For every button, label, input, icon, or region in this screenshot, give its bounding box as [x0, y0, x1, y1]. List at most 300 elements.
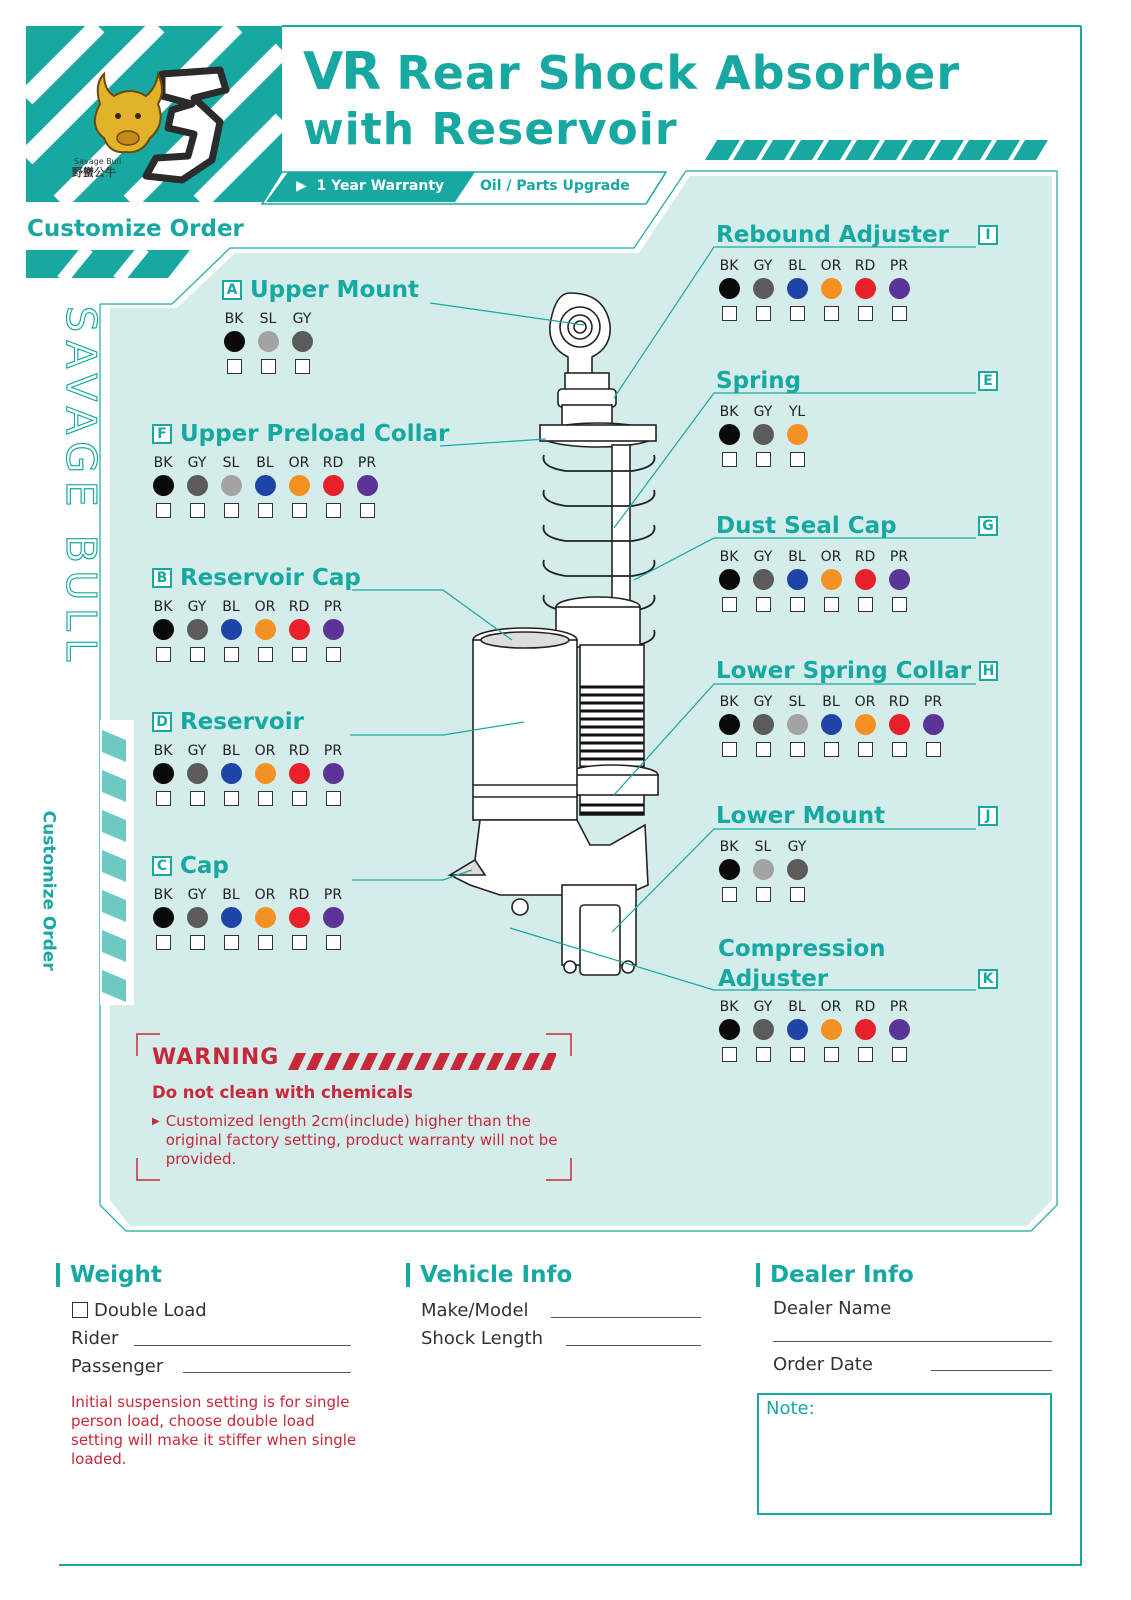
color-checkbox[interactable]	[227, 359, 242, 374]
color-dot	[787, 859, 808, 880]
color-code: YL	[788, 404, 806, 420]
color-code: BK	[153, 743, 173, 759]
bullet-icon: ▶	[152, 1116, 160, 1127]
color-checkbox[interactable]	[858, 306, 873, 321]
color-checkbox[interactable]	[756, 742, 771, 757]
color-code: BL	[256, 455, 274, 471]
color-dot	[855, 278, 876, 299]
color-checkbox[interactable]	[790, 597, 805, 612]
color-code: BL	[822, 694, 840, 710]
rider-label: Rider	[71, 1328, 119, 1349]
part-lower-mount	[716, 802, 998, 855]
color-swatch-gy	[780, 838, 814, 902]
color-checkbox[interactable]	[156, 935, 171, 950]
color-dot	[323, 475, 344, 496]
color-swatch-gy	[180, 742, 214, 806]
color-dot	[187, 907, 208, 928]
part-compression-adjuster	[718, 934, 998, 1015]
color-checkbox[interactable]	[858, 742, 873, 757]
color-code: BK	[153, 599, 173, 615]
color-swatch-bl	[214, 742, 248, 806]
color-swatch-or	[814, 257, 848, 321]
warning-body: Customized length 2cm(include) higher than the original factory setting, product warranty will not be provided.	[165, 1112, 558, 1168]
color-checkbox[interactable]	[190, 647, 205, 662]
part-header	[718, 964, 998, 994]
part-letter: A	[222, 280, 242, 300]
color-dot	[258, 331, 279, 352]
double-load-label: Double Load	[94, 1300, 207, 1321]
color-swatch-bk	[217, 310, 251, 374]
color-code: PR	[889, 549, 909, 565]
logo-caption-cn: 野蠻公牛	[72, 166, 116, 179]
color-swatch-or	[248, 598, 282, 662]
color-code: OR	[254, 743, 276, 759]
color-checkbox[interactable]	[756, 452, 771, 467]
part-cap	[152, 852, 343, 903]
color-code: BL	[222, 743, 240, 759]
color-swatch-bk	[712, 257, 746, 321]
color-swatch-rd	[316, 454, 350, 518]
part-spring	[716, 367, 998, 420]
color-code: PR	[923, 694, 943, 710]
passenger-label: Passenger	[71, 1356, 164, 1377]
color-options	[146, 742, 350, 806]
color-code: RD	[888, 694, 910, 710]
color-code: SL	[788, 694, 806, 710]
color-dot	[821, 569, 842, 590]
color-swatch-gy	[746, 998, 780, 1062]
color-dot	[323, 619, 344, 640]
part-letter: J	[978, 806, 998, 826]
color-code: PR	[889, 258, 909, 274]
color-dot	[323, 907, 344, 928]
color-code: PR	[357, 455, 377, 471]
color-checkbox[interactable]	[824, 1047, 839, 1062]
color-checkbox[interactable]	[892, 306, 907, 321]
color-code: OR	[820, 258, 842, 274]
color-dot	[187, 475, 208, 496]
color-checkbox[interactable]	[790, 887, 805, 902]
part-reservoir	[152, 708, 343, 759]
part-name: Spring	[716, 368, 802, 394]
double-load-checkbox[interactable]	[72, 1302, 88, 1318]
part-header	[716, 221, 998, 249]
color-code: OR	[820, 999, 842, 1015]
dealer-name-field[interactable]	[773, 1341, 1052, 1342]
color-options	[712, 548, 916, 612]
color-swatch-or	[848, 693, 882, 757]
title-line2: with Reservoir	[303, 104, 678, 155]
part-header	[716, 657, 998, 685]
part-header	[152, 420, 449, 448]
color-checkbox[interactable]	[858, 1047, 873, 1062]
part-letter: F	[152, 424, 172, 444]
note-label: Note:	[766, 1398, 815, 1419]
color-dot	[187, 619, 208, 640]
color-code: RD	[288, 599, 310, 615]
color-swatch-bl	[214, 598, 248, 662]
part-name: Reservoir Cap	[180, 565, 361, 591]
part-name: Rebound Adjuster	[716, 222, 949, 248]
customize-order-title: Customize Order	[27, 216, 244, 242]
color-swatch-gy	[746, 403, 780, 467]
color-checkbox[interactable]	[824, 306, 839, 321]
part-name: Upper Mount	[250, 277, 419, 303]
color-swatch-pr	[316, 742, 350, 806]
part-letter: I	[978, 225, 998, 245]
color-code: RD	[288, 887, 310, 903]
color-dot	[753, 424, 774, 445]
color-code: OR	[288, 455, 310, 471]
color-dot	[889, 1019, 910, 1040]
part-dust-seal-cap	[716, 512, 998, 565]
color-swatch-bl	[814, 693, 848, 757]
color-code: GY	[753, 258, 773, 274]
color-checkbox[interactable]	[858, 597, 873, 612]
color-code: GY	[753, 404, 773, 420]
color-dot	[289, 475, 310, 496]
color-code: OR	[820, 549, 842, 565]
color-checkbox[interactable]	[722, 887, 737, 902]
part-name: Reservoir	[180, 709, 304, 735]
color-options	[146, 598, 350, 662]
color-swatch-or	[814, 548, 848, 612]
color-checkbox[interactable]	[722, 742, 737, 757]
color-checkbox[interactable]	[190, 503, 205, 518]
color-checkbox[interactable]	[190, 935, 205, 950]
color-code: RD	[322, 455, 344, 471]
color-swatch-sl	[251, 310, 285, 374]
part-header	[222, 276, 419, 304]
color-dot	[787, 1019, 808, 1040]
color-swatch-gy	[285, 310, 319, 374]
color-swatch-pr	[350, 454, 384, 518]
color-checkbox[interactable]	[261, 359, 276, 374]
dealer-section-title	[756, 1262, 914, 1288]
color-dot	[289, 763, 310, 784]
color-dot	[719, 424, 740, 445]
color-checkbox[interactable]	[790, 306, 805, 321]
color-swatch-rd	[848, 998, 882, 1062]
color-dot	[255, 475, 276, 496]
make-model-field[interactable]	[551, 1317, 701, 1318]
color-checkbox[interactable]	[790, 1047, 805, 1062]
dealer-title: Dealer Info	[770, 1262, 914, 1288]
color-code: BL	[788, 258, 806, 274]
order-date-label: Order Date	[773, 1354, 873, 1375]
logo-caption: Savage Bull	[74, 157, 122, 166]
color-code: OR	[854, 694, 876, 710]
color-dot	[787, 424, 808, 445]
color-options	[712, 998, 916, 1062]
warranty-label: 1 Year Warranty	[316, 178, 445, 194]
warranty-tag: ▶ 1 Year Warranty	[296, 178, 445, 194]
color-dot	[153, 907, 174, 928]
color-dot	[753, 278, 774, 299]
color-swatch-sl	[780, 693, 814, 757]
color-swatch-bk	[712, 548, 746, 612]
color-code: GY	[787, 839, 807, 855]
color-code: BL	[222, 599, 240, 615]
color-code: RD	[854, 258, 876, 274]
part-name-line2: Adjuster	[718, 966, 829, 992]
color-dot	[855, 1019, 876, 1040]
title-line1: Rear Shock Absorber	[396, 46, 961, 100]
color-swatch-rd	[282, 742, 316, 806]
color-checkbox[interactable]	[722, 452, 737, 467]
part-letter: H	[979, 661, 998, 681]
color-code: BL	[222, 887, 240, 903]
color-code: PR	[323, 599, 343, 615]
color-swatch-or	[814, 998, 848, 1062]
color-dot	[153, 619, 174, 640]
color-checkbox[interactable]	[295, 359, 310, 374]
part-name: Upper Preload Collar	[180, 421, 450, 447]
color-swatch-sl	[214, 454, 248, 518]
color-dot	[855, 714, 876, 735]
color-dot	[224, 331, 245, 352]
part-header	[716, 367, 998, 395]
color-dot	[787, 569, 808, 590]
color-checkbox[interactable]	[326, 935, 341, 950]
color-checkbox[interactable]	[756, 887, 771, 902]
color-swatch-pr	[916, 693, 950, 757]
color-dot	[753, 859, 774, 880]
color-checkbox[interactable]	[292, 791, 307, 806]
color-options	[146, 886, 350, 950]
section-bar	[56, 1263, 60, 1287]
vehicle-section-title	[406, 1262, 572, 1288]
part-reservoir-cap	[152, 564, 361, 615]
color-options	[146, 454, 384, 518]
color-dot	[753, 569, 774, 590]
color-dot	[719, 859, 740, 880]
color-code: BK	[719, 258, 739, 274]
color-dot	[753, 714, 774, 735]
color-dot	[357, 475, 378, 496]
color-dot	[719, 278, 740, 299]
part-letter: B	[152, 568, 172, 588]
color-checkbox[interactable]	[756, 306, 771, 321]
color-dot	[292, 331, 313, 352]
color-checkbox[interactable]	[292, 647, 307, 662]
color-dot	[187, 763, 208, 784]
color-code: SL	[222, 455, 240, 471]
color-code: RD	[854, 999, 876, 1015]
part-name-line1: Compression	[718, 936, 886, 962]
color-checkbox[interactable]	[224, 647, 239, 662]
color-dot	[889, 569, 910, 590]
color-code: GY	[753, 999, 773, 1015]
color-dot	[787, 278, 808, 299]
color-code: BL	[788, 999, 806, 1015]
color-checkbox[interactable]	[790, 742, 805, 757]
part-header	[152, 852, 229, 880]
color-checkbox[interactable]	[258, 647, 273, 662]
color-checkbox[interactable]	[224, 503, 239, 518]
color-checkbox[interactable]	[722, 306, 737, 321]
weight-note: Initial suspension setting is for single person load, choose double load setting will make it stiffer when single loaded.	[71, 1393, 357, 1468]
color-dot	[289, 619, 310, 640]
color-checkbox[interactable]	[258, 503, 273, 518]
color-swatch-bk	[712, 998, 746, 1062]
color-checkbox[interactable]	[156, 503, 171, 518]
color-dot	[289, 907, 310, 928]
part-letter: K	[978, 969, 998, 989]
color-swatch-pr	[882, 998, 916, 1062]
part-letter: C	[152, 856, 172, 876]
color-dot	[221, 619, 242, 640]
color-swatch-pr	[882, 548, 916, 612]
color-checkbox[interactable]	[292, 503, 307, 518]
color-dot	[719, 1019, 740, 1040]
color-checkbox[interactable]	[892, 597, 907, 612]
color-checkbox[interactable]	[156, 791, 171, 806]
color-checkbox[interactable]	[258, 935, 273, 950]
passenger-field[interactable]	[183, 1372, 351, 1373]
color-dot	[323, 763, 344, 784]
color-code: RD	[854, 549, 876, 565]
color-checkbox[interactable]	[926, 742, 941, 757]
color-dot	[821, 1019, 842, 1040]
color-checkbox[interactable]	[892, 1047, 907, 1062]
weight-section-title	[56, 1262, 162, 1288]
color-dot	[889, 714, 910, 735]
part-header	[716, 512, 998, 540]
color-options	[712, 257, 916, 321]
color-dot	[889, 278, 910, 299]
color-checkbox[interactable]	[326, 791, 341, 806]
color-dot	[221, 763, 242, 784]
color-checkbox[interactable]	[258, 791, 273, 806]
part-header	[152, 564, 361, 592]
weight-title: Weight	[70, 1262, 162, 1288]
rider-field[interactable]	[134, 1345, 351, 1346]
upgrade-tag: Oil / Parts Upgrade	[480, 178, 630, 194]
part-lower-spring-collar	[716, 657, 998, 710]
color-swatch-bk	[712, 403, 746, 467]
color-swatch-bl	[214, 886, 248, 950]
color-swatch-yl	[780, 403, 814, 467]
color-swatch-gy	[180, 598, 214, 662]
shock-length-field[interactable]	[566, 1345, 701, 1346]
color-dot	[153, 763, 174, 784]
color-code: BK	[224, 311, 244, 327]
color-code: BK	[719, 839, 739, 855]
color-checkbox[interactable]	[360, 503, 375, 518]
color-checkbox[interactable]	[224, 791, 239, 806]
color-swatch-or	[282, 454, 316, 518]
color-dot	[255, 907, 276, 928]
color-code: BK	[719, 549, 739, 565]
color-dot	[855, 569, 876, 590]
color-code: OR	[254, 599, 276, 615]
part-header	[152, 708, 304, 736]
color-swatch-gy	[180, 454, 214, 518]
color-code: GY	[187, 599, 207, 615]
color-swatch-rd	[882, 693, 916, 757]
color-dot	[221, 475, 242, 496]
color-dot	[719, 714, 740, 735]
color-checkbox[interactable]	[722, 1047, 737, 1062]
order-date-field[interactable]	[931, 1370, 1052, 1371]
color-checkbox[interactable]	[824, 597, 839, 612]
color-swatch-bl	[780, 998, 814, 1062]
color-dot	[719, 569, 740, 590]
color-swatch-rd	[848, 257, 882, 321]
color-checkbox[interactable]	[326, 503, 341, 518]
shock-length-label: Shock Length	[421, 1328, 543, 1349]
warning-text	[152, 1112, 562, 1169]
color-checkbox[interactable]	[824, 742, 839, 757]
color-swatch-sl	[746, 838, 780, 902]
side-brand-text: SAVAGE BULL	[57, 305, 106, 669]
color-code: GY	[292, 311, 312, 327]
part-name: Dust Seal Cap	[716, 513, 897, 539]
color-code: PR	[323, 743, 343, 759]
color-swatch-bl	[780, 548, 814, 612]
color-checkbox[interactable]	[790, 452, 805, 467]
color-checkbox[interactable]	[190, 791, 205, 806]
color-dot	[821, 278, 842, 299]
color-code: BK	[719, 694, 739, 710]
double-load-option[interactable]	[72, 1300, 207, 1321]
color-dot	[923, 714, 944, 735]
color-swatch-bk	[712, 838, 746, 902]
color-code: SL	[754, 839, 772, 855]
color-code: RD	[288, 743, 310, 759]
color-swatch-bk	[146, 454, 180, 518]
color-swatch-pr	[316, 886, 350, 950]
color-swatch-gy	[746, 257, 780, 321]
part-rebound-adjuster	[716, 221, 998, 274]
color-checkbox[interactable]	[722, 597, 737, 612]
color-dot	[153, 475, 174, 496]
part-letter: E	[978, 371, 998, 391]
color-code: GY	[187, 455, 207, 471]
color-swatch-gy	[746, 548, 780, 612]
color-code: BK	[719, 404, 739, 420]
color-checkbox[interactable]	[756, 597, 771, 612]
make-model-label: Make/Model	[421, 1300, 529, 1321]
color-swatch-bl	[780, 257, 814, 321]
part-header	[716, 802, 998, 830]
color-dot	[787, 714, 808, 735]
color-checkbox[interactable]	[326, 647, 341, 662]
color-options	[712, 403, 814, 467]
color-code: OR	[254, 887, 276, 903]
color-checkbox[interactable]	[756, 1047, 771, 1062]
color-checkbox[interactable]	[156, 647, 171, 662]
color-dot	[221, 907, 242, 928]
color-options	[712, 693, 950, 757]
color-checkbox[interactable]	[292, 935, 307, 950]
title-vr: VR	[303, 42, 380, 102]
color-code: PR	[323, 887, 343, 903]
section-bar	[756, 1263, 760, 1287]
part-name: Cap	[180, 853, 229, 879]
color-swatch-or	[248, 886, 282, 950]
color-checkbox[interactable]	[224, 935, 239, 950]
color-dot	[753, 1019, 774, 1040]
color-checkbox[interactable]	[892, 742, 907, 757]
part-upper-preload-collar	[152, 420, 450, 471]
part-name: Lower Spring Collar	[716, 658, 972, 684]
color-swatch-or	[248, 742, 282, 806]
color-swatch-pr	[882, 257, 916, 321]
color-code: GY	[187, 887, 207, 903]
color-code: SL	[259, 311, 277, 327]
